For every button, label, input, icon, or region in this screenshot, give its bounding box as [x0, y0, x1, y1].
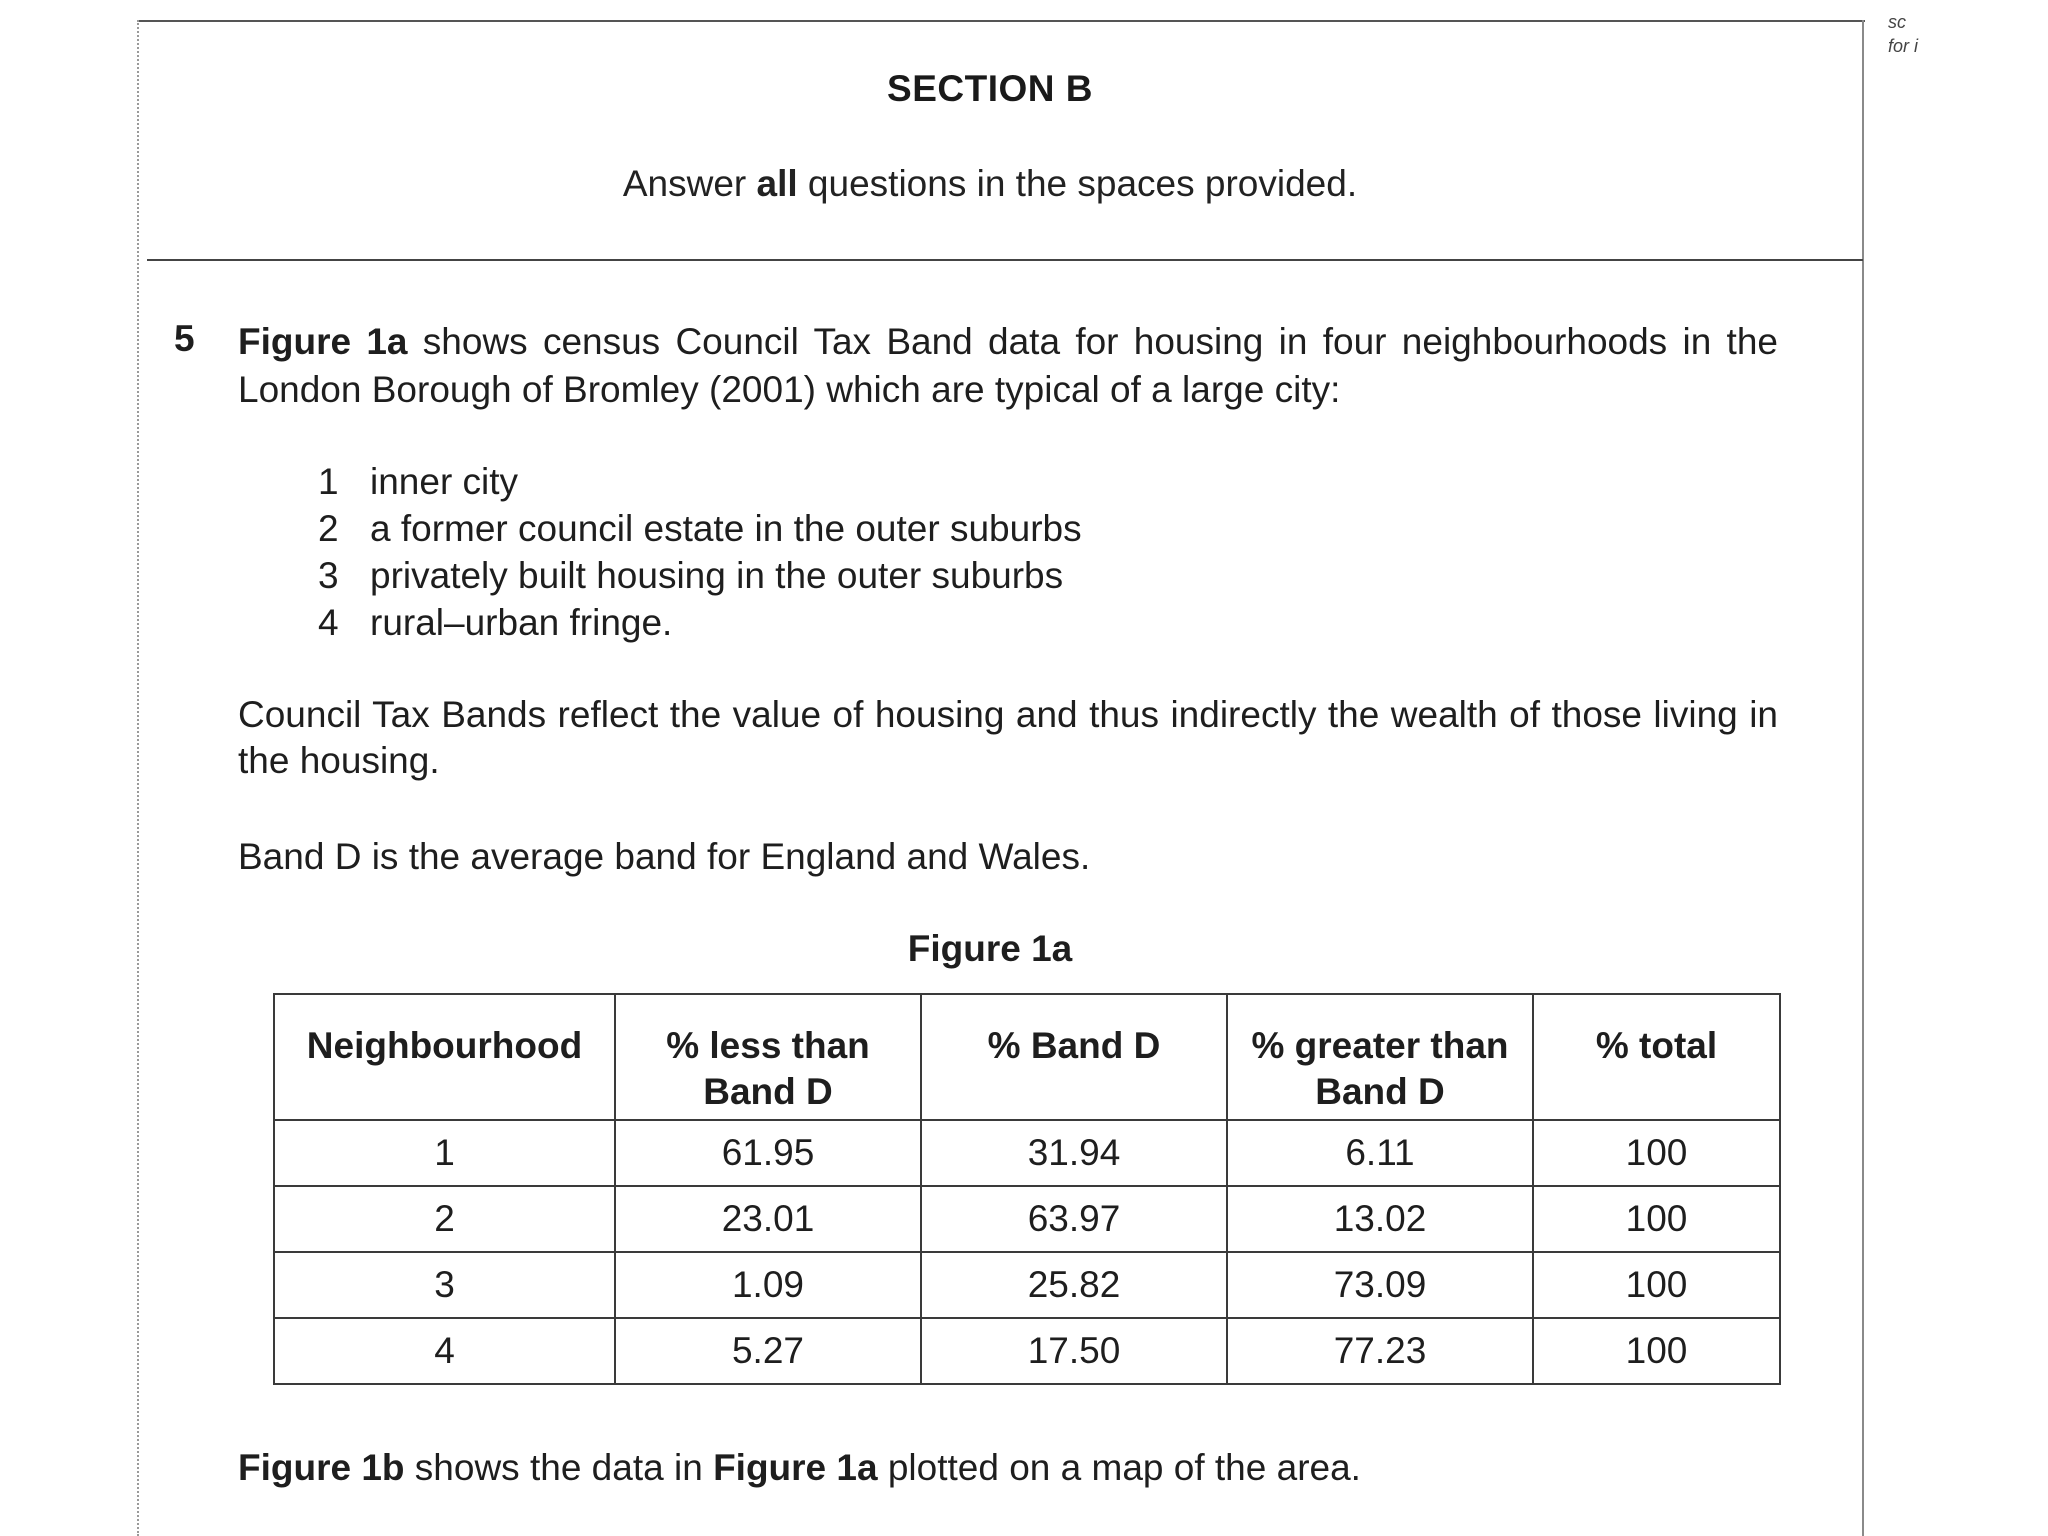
instruction-emphasis: all	[756, 163, 798, 204]
table-row	[274, 1120, 1780, 1186]
table-cell: 5.27	[615, 1318, 921, 1384]
figure-1a-reference: Figure 1a	[713, 1447, 878, 1488]
list-item-label: a former council estate in the outer suburbs	[370, 508, 1082, 549]
section-instruction	[0, 163, 1980, 205]
figure-1b-reference: Figure 1b	[238, 1447, 405, 1488]
page-left-margin-rule	[137, 20, 139, 1536]
list-item	[318, 599, 1082, 646]
table-cell: 100	[1533, 1252, 1780, 1318]
instruction-text-post: questions in the spaces provided.	[797, 163, 1358, 204]
list-item-label: inner city	[370, 461, 519, 502]
band-d-paragraph: Band D is the average band for England and Wales.	[238, 836, 1091, 877]
council-tax-table	[273, 993, 1781, 1385]
list-item-number: 1	[318, 461, 339, 502]
list-item	[318, 505, 1082, 552]
table-header-cell: % total	[1533, 994, 1780, 1120]
instruction-text-pre: Answer	[622, 163, 757, 204]
table-header-row	[274, 994, 1780, 1120]
question-intro-text: shows census Council Tax Band data for housing in four neighbourhoods in the London Borough of Bromley (2001) which are typical of a large city:	[238, 321, 1778, 410]
table-cell: 23.01	[615, 1186, 921, 1252]
table-cell: 13.02	[1227, 1186, 1533, 1252]
neighbourhood-list	[318, 458, 1082, 646]
list-item-label: privately built housing in the outer suburbs	[370, 555, 1064, 596]
margin-note: sc for i	[1888, 12, 1919, 56]
list-item-label: rural–urban fringe.	[370, 602, 673, 643]
table-header-cell: % Band D	[921, 994, 1227, 1120]
list-item-number: 4	[318, 602, 339, 643]
closing-text-1: shows the data in	[404, 1447, 714, 1488]
table-cell: 31.94	[921, 1120, 1227, 1186]
list-item	[318, 552, 1082, 599]
table-cell: 25.82	[921, 1252, 1227, 1318]
table-cell: 6.11	[1227, 1120, 1533, 1186]
table-row	[274, 1318, 1780, 1384]
table-header-cell: % less than Band D	[615, 994, 921, 1120]
section-title: SECTION B	[887, 68, 1093, 109]
table-cell: 17.50	[921, 1318, 1227, 1384]
table-cell: 1.09	[615, 1252, 921, 1318]
table-cell: 63.97	[921, 1186, 1227, 1252]
question-number: 5	[174, 318, 195, 359]
table-header-cell: Neighbourhood	[274, 994, 615, 1120]
table-cell: 100	[1533, 1318, 1780, 1384]
closing-sentence	[238, 1445, 1778, 1491]
table-cell: 61.95	[615, 1120, 921, 1186]
section-divider	[147, 259, 1863, 261]
council-tax-paragraph: Council Tax Bands reflect the value of housing and thus indirectly the wealth of those living in the housing.	[238, 694, 1778, 781]
figure-caption: Figure 1a	[907, 928, 1073, 969]
question-intro	[238, 318, 1778, 414]
page-right-margin-rule	[1862, 20, 1864, 1536]
list-item	[318, 458, 1082, 505]
table-cell: 73.09	[1227, 1252, 1533, 1318]
table-cell: 2	[274, 1186, 615, 1252]
page-top-rule	[137, 20, 1865, 22]
table-cell: 3	[274, 1252, 615, 1318]
table-cell: 77.23	[1227, 1318, 1533, 1384]
table-row	[274, 1252, 1780, 1318]
table-header-cell: % greater than Band D	[1227, 994, 1533, 1120]
table-cell: 100	[1533, 1120, 1780, 1186]
table-cell: 4	[274, 1318, 615, 1384]
list-item-number: 3	[318, 555, 339, 596]
figure-reference: Figure 1a	[238, 321, 408, 362]
table-row	[274, 1186, 1780, 1252]
table-cell: 1	[274, 1120, 615, 1186]
list-item-number: 2	[318, 508, 339, 549]
table-cell: 100	[1533, 1186, 1780, 1252]
closing-text-2: plotted on a map of the area.	[877, 1447, 1361, 1488]
